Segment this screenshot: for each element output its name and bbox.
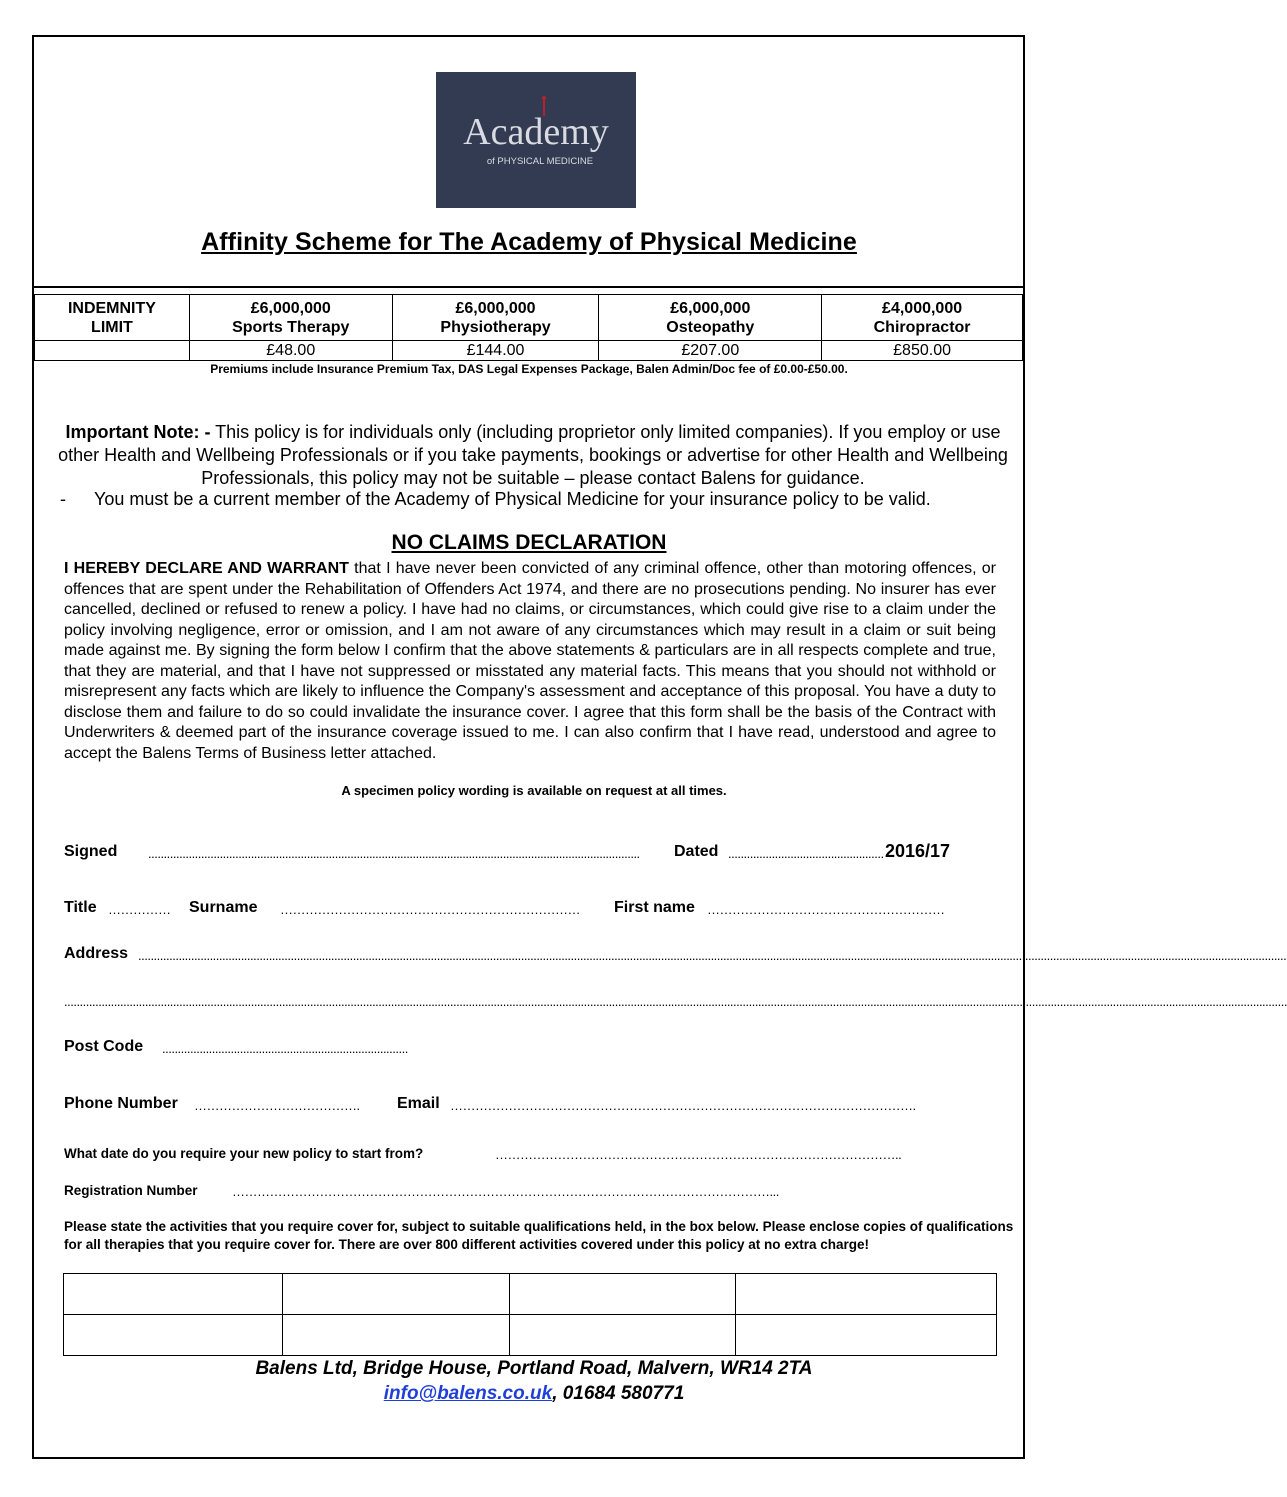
important-label: Important Note: - [65, 422, 211, 442]
activities-instructions: Please state the activities that you require cover for, subject to suitable qualifications held, in the box below. Please enclose copies of qualifications for all therapies that you require cover for. There are over 800 different activities covered under this policy at no extra charge! [64, 1219, 1014, 1252]
activity-cell[interactable] [282, 1315, 509, 1356]
specimen-note: A specimen policy wording is available on request at all times. [341, 783, 727, 798]
important-note [44, 421, 1022, 490]
dated-field[interactable]: .................................................. [728, 846, 884, 861]
declaration-body: that I have never been convicted of any criminal offence, other than motoring offences, or offences that are spent under the Rehabilitation of Offenders Act 1974, and there are no prosecutions pending. No insurer has ever cancelled, declined or refused to renew a policy. I have had no claims, or circumstances, which could give rise to a claim under the policy involving negligence, error or omission, and I am not aware of any circumstances which may result in a claim or suit being made against me. By signing the form below I confirm that the above statements & particulars are in all respects complete and true, that they are material, and that I have not suppressed or misstated any material facts. This means that you should not withhold or misrepresent any facts which are likely to influence the Company's assessment and acceptance of this proposal. You have a duty to disclose them and failure to do so could invalidate the insurance cover. I agree that this form shall be the basis of the Contract with Underwriters & deemed part of the insurance coverage issued to me. I can also confirm that I have read, understood and agree to accept the Balens Terms of Business letter attached. [64, 560, 996, 762]
phone-field[interactable]: …………………………………. [194, 1098, 360, 1113]
activity-cell[interactable] [64, 1315, 283, 1356]
postcode-field[interactable]: ............................................................................... [162, 1041, 408, 1056]
activity-cell[interactable] [282, 1274, 509, 1315]
logo-accent-dot [542, 96, 546, 100]
phone-label: Phone Number [64, 1095, 178, 1112]
indemnity-table [34, 294, 1023, 361]
email-field[interactable]: …………………………………………………………………………………………………. [450, 1098, 916, 1113]
firstname-field[interactable]: ………………………………………………… [707, 902, 945, 917]
limit-cell: £6,000,000 Physiotherapy [392, 295, 599, 341]
start-date-field[interactable]: …………………………………………………………………………………….. [495, 1147, 902, 1162]
email-label: Email [397, 1095, 440, 1112]
declaration-heading: NO CLAIMS DECLARATION [391, 531, 667, 554]
premium-cell: £144.00 [392, 341, 599, 361]
footer-email-link[interactable]: info@balens.co.uk [383, 1383, 553, 1404]
indemnity-limit-header: INDEMNITY LIMIT [35, 295, 190, 341]
page-title: Affinity Scheme for The Academy of Physical Medicine [201, 228, 857, 256]
activities-table [63, 1273, 997, 1356]
address-label: Address [64, 945, 129, 962]
signed-field[interactable]: .............................................................................................................................................................. [148, 846, 640, 861]
logo-graphic [436, 72, 636, 208]
declaration-text [64, 559, 996, 764]
limit-cell: £6,000,000 Osteopathy [599, 295, 822, 341]
dated-label: Dated [674, 843, 719, 860]
footer-contact [34, 1383, 1034, 1405]
activity-cell[interactable] [64, 1274, 283, 1315]
premium-blank [35, 341, 190, 361]
membership-bullet: - You must be a current member of the Academy of Physical Medicine for your insurance policy to be valid. [60, 489, 931, 509]
address-field-2[interactable]: ......................................................................................................................................................................................................................................................................................................................................................................................................... [64, 994, 1287, 1009]
important-text: This policy is for individuals only (including proprietor only limited companies). If you employ or use other Health and Wellbeing Professionals or if you take payments, bookings or advertise for other Health and Wellbeing Professionals, this policy may not be suitable – please contact Balens for guidance. [58, 422, 1008, 488]
surname-field[interactable]: ……………………………………………………………… [280, 902, 580, 917]
limit-cell: £6,000,000 Sports Therapy [189, 295, 392, 341]
title-label: Title [64, 899, 97, 916]
firstname-label: First name [614, 899, 695, 916]
activity-cell[interactable] [509, 1315, 736, 1356]
title-divider [34, 286, 1023, 288]
logo-tagline: of PHYSICAL MEDICINE [486, 156, 594, 167]
address-field-1[interactable]: ................................................................................................................................................................................................................................................................................................................................................................................. [138, 948, 1287, 963]
academy-logo [436, 72, 636, 208]
premium-cell: £850.00 [822, 341, 1023, 361]
footer-address: Balens Ltd, Bridge House, Portland Road, Malvern, WR14 2TA [255, 1358, 813, 1379]
premium-cell: £48.00 [189, 341, 392, 361]
activity-cell[interactable] [736, 1315, 997, 1356]
footer-phone: , 01684 580771 [552, 1383, 685, 1404]
start-date-question: What date do you require your new policy to start from? [64, 1146, 424, 1161]
title-field[interactable]: …………… [108, 902, 171, 917]
premium-cell: £207.00 [599, 341, 822, 361]
postcode-label: Post Code [64, 1038, 144, 1055]
declaration-lead: I HEREBY DECLARE AND WARRANT [64, 560, 349, 577]
limit-cell: £4,000,000 Chiropractor [822, 295, 1023, 341]
policy-year: 2016/17 [885, 841, 951, 861]
logo-wordmark: Academy [463, 111, 609, 153]
premium-note: Premiums include Insurance Premium Tax, DAS Legal Expenses Package, Balen Admin/Doc fee of £0.00-£50.00. [210, 362, 848, 376]
activities-row [64, 1315, 997, 1356]
activities-row [64, 1274, 997, 1315]
limits-row [35, 295, 1023, 341]
activity-cell[interactable] [509, 1274, 736, 1315]
activity-cell[interactable] [736, 1274, 997, 1315]
registration-field[interactable]: …………………………………………………………………………………………………………………... [232, 1184, 779, 1199]
membership-text: You must be a current member of the Academy of Physical Medicine for your insurance policy to be valid. [94, 489, 931, 509]
registration-label: Registration Number [64, 1183, 198, 1198]
signed-label: Signed [64, 843, 118, 860]
premium-row [35, 341, 1023, 361]
surname-label: Surname [189, 899, 258, 916]
